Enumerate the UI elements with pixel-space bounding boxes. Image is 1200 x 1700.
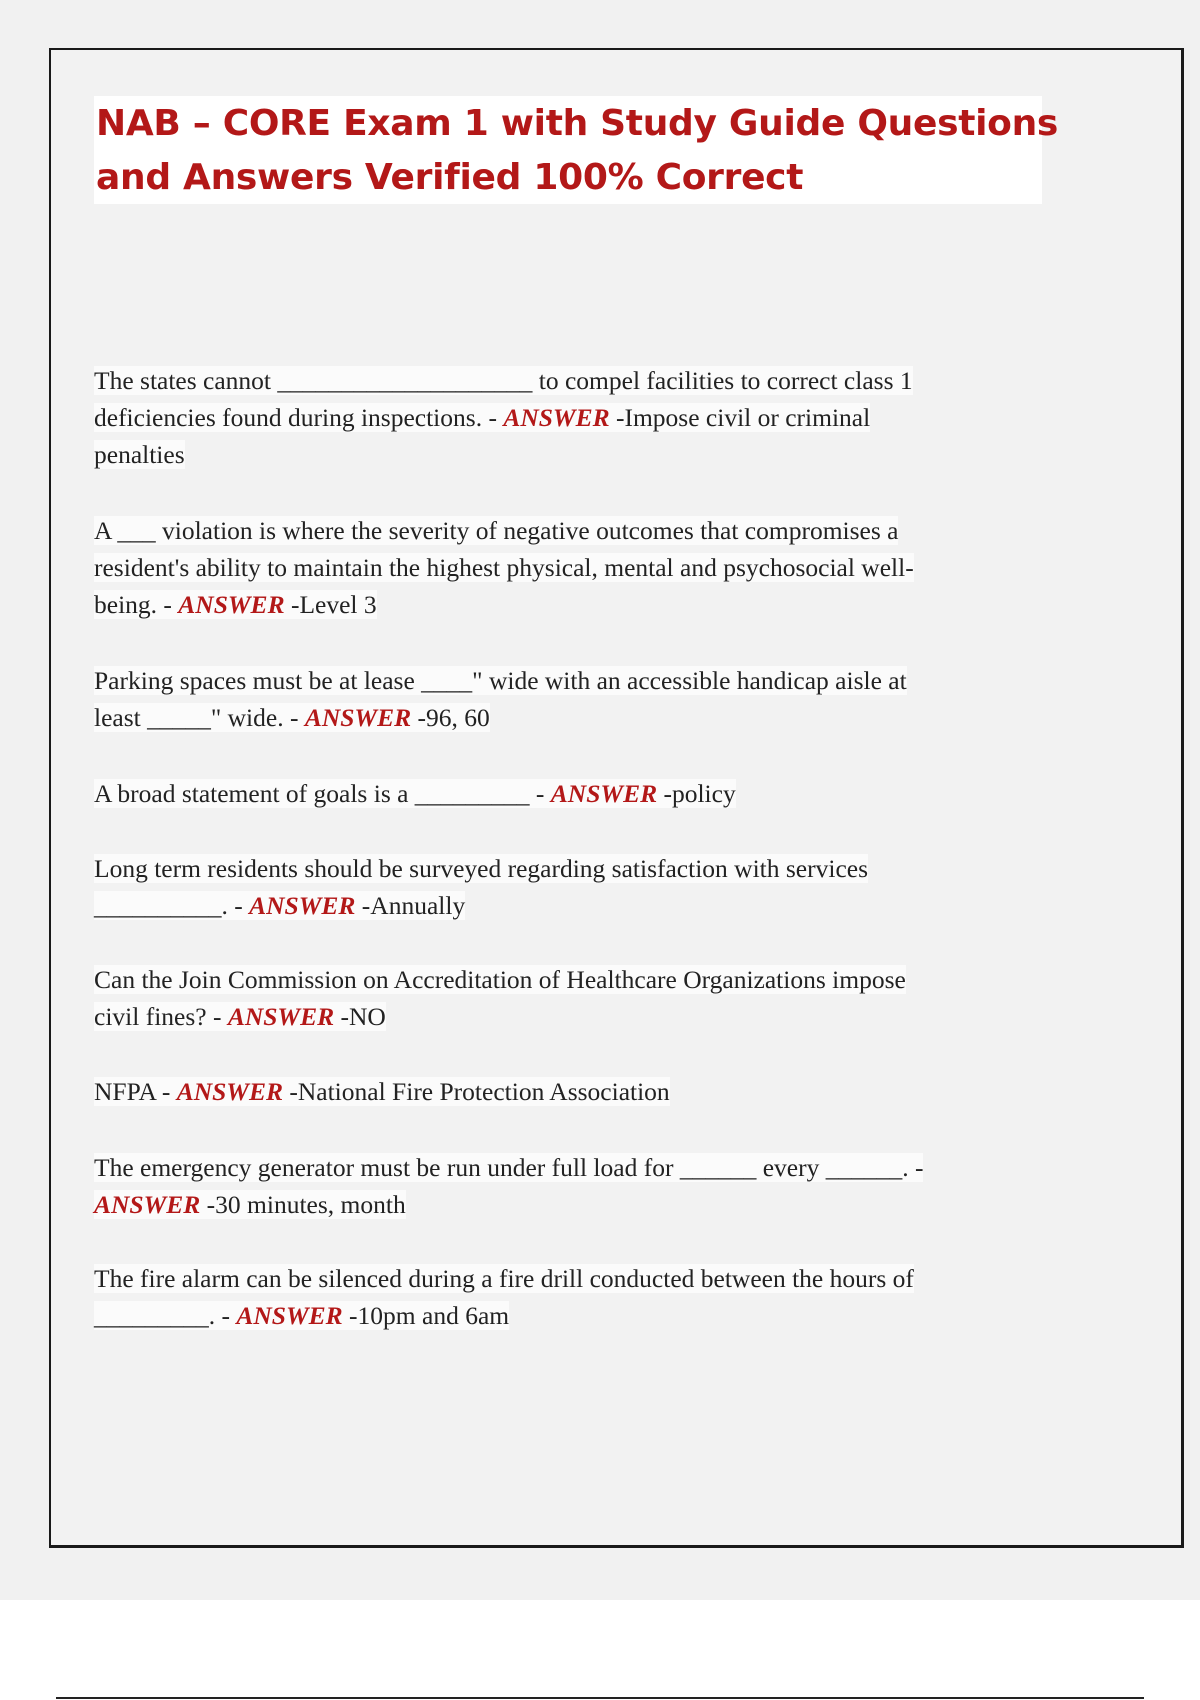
answer-label: ANSWER [227,1002,335,1031]
answer-text: -96, 60 [411,703,490,732]
question-text: least _____" wide. - [94,703,305,732]
question-text: deficiencies found during inspections. - [94,403,504,432]
answer-text: -Level 3 [284,590,377,619]
question-text: The fire alarm can be silenced during a fire drill conducted between the hours of [94,1264,914,1293]
question-text: The states cannot ____________________ to compel facilities to correct class 1 [94,366,913,395]
answer-text: -National Fire Protection Association [283,1077,670,1106]
qa-item-6 [94,961,1054,1035]
answer-text: -30 minutes, month [200,1190,406,1219]
question-text: _________. - [94,1301,237,1330]
question-text: resident's ability to maintain the highest physical, mental and psychosocial well- [94,553,914,582]
qa-item-8 [94,1149,1054,1223]
page-divider [56,1697,1144,1699]
answer-label: ANSWER [94,1190,201,1219]
question-text: being. - [94,590,179,619]
answer-text: -Impose civil or criminal [609,403,871,432]
qa-item-7 [94,1073,1054,1110]
answer-label: ANSWER [236,1301,343,1330]
answer-label: ANSWER [178,590,285,619]
answer-text: -Annually [355,891,466,920]
answer-label: ANSWER [550,779,658,808]
answer-text: -NO [334,1002,386,1031]
qa-item-3 [94,662,1054,736]
answer-label: ANSWER [503,403,610,432]
answer-text-continued: penalties [94,440,185,469]
question-text: Can the Join Commission on Accreditation of Healthcare Organizations impose [94,965,906,994]
question-text: The emergency generator must be run under full load for ______ every ______. - [94,1153,924,1182]
answer-label: ANSWER [249,891,356,920]
document-title-line-1: NAB – CORE Exam 1 with Study Guide Questions [96,103,1059,144]
document-title-line-2: and Answers Verified 100% Correct [96,157,804,198]
answer-label: ANSWER [176,1077,283,1106]
qa-item-1 [94,362,1054,473]
question-text: A broad statement of goals is a _________ - [94,779,551,808]
question-text: NFPA - [94,1077,177,1106]
qa-item-9 [94,1260,1054,1334]
qa-item-5 [94,850,1054,924]
question-text: A ___ violation is where the severity of negative outcomes that compromises a [94,516,899,545]
question-text: civil fines? - [94,1002,228,1031]
question-text: Long term residents should be surveyed regarding satisfaction with services [94,854,869,883]
question-text: Parking spaces must be at lease ____" wide with an accessible handicap aisle at [94,666,907,695]
answer-text: -10pm and 6am [342,1301,510,1330]
answer-text: -policy [657,779,736,808]
answer-label: ANSWER [304,703,412,732]
question-text: __________. - [94,891,250,920]
qa-item-2 [94,512,1054,623]
qa-item-4 [94,775,1054,812]
